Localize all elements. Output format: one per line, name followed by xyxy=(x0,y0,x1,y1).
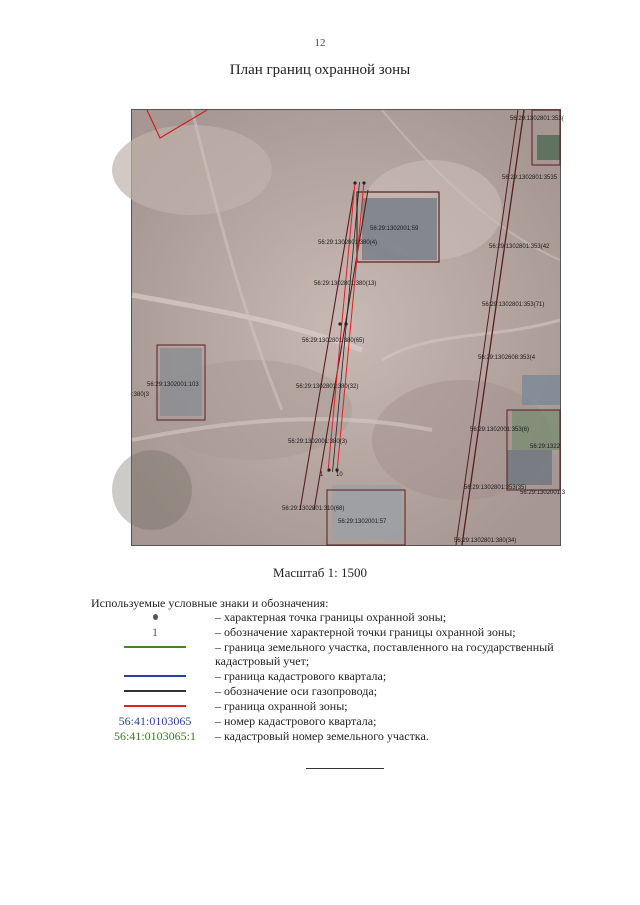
legend-symbol xyxy=(100,625,210,639)
line-icon xyxy=(124,675,186,677)
cadastral-label: 56:29:1302001:57 xyxy=(338,519,387,525)
line-icon xyxy=(124,705,186,707)
cadastral-label: 56:29:1302801:353(42 xyxy=(489,244,550,250)
legend-symbol xyxy=(100,699,210,713)
cadastral-label: 56:29:1302001:353(6) xyxy=(470,427,530,433)
building xyxy=(507,450,552,485)
legend-row-point-label xyxy=(100,625,600,639)
legend-text: – граница земельного участка, поставленного на государственный кадастровый учет; xyxy=(215,640,554,668)
cadastral-label: 56:29:1302001:59 xyxy=(370,226,419,232)
legend-heading: Используемые условные знаки и обозначения: xyxy=(91,596,329,610)
satellite-map xyxy=(131,109,566,546)
cadastral-label: 56:29:1302001:103 xyxy=(147,382,199,388)
legend-symbol xyxy=(100,714,210,728)
map-svg xyxy=(132,110,566,545)
boundary-point xyxy=(327,468,330,471)
cadastral-label: :380(3 xyxy=(132,392,150,398)
cadastral-label: 56:29:1302801:353( xyxy=(510,116,564,122)
legend-row-parcel-number xyxy=(100,729,600,743)
building xyxy=(522,375,560,405)
building xyxy=(537,135,560,160)
legend-row-quarter-boundary xyxy=(100,669,600,683)
legend-row-protection-zone xyxy=(100,699,600,713)
point-label: 10 xyxy=(336,472,343,478)
dot-icon xyxy=(153,614,158,620)
line-icon xyxy=(124,646,186,648)
cadastral-label: 56:29:1302801:310(68) xyxy=(282,506,345,512)
legend-symbol xyxy=(100,610,210,624)
legend-text: – граница кадастрового квартала; xyxy=(215,669,387,683)
legend-text: – кадастровый номер земельного участка. xyxy=(215,729,429,743)
cadastral-label: 56:29:1302001:380(3) xyxy=(288,439,348,445)
cadastral-label: 56:29:1302801:380(13) xyxy=(314,281,377,287)
terrain-patch xyxy=(112,125,272,215)
legend-text: – граница охранной зоны; xyxy=(215,699,348,713)
page-number: 12 xyxy=(314,37,326,49)
legend-symbol-text: 56:41:0103065:1 xyxy=(113,729,196,743)
legend-symbol-text: 1 xyxy=(152,625,158,639)
legend-text: – характерная точка границы охранной зоны; xyxy=(215,610,447,624)
cadastral-label: 56:29:1302801:353(35) xyxy=(464,485,527,491)
legend-symbol xyxy=(100,640,210,654)
page-title: План границ охранной зоны xyxy=(229,62,411,78)
legend-row-quarter-number xyxy=(100,714,600,728)
legend-row-parcel-boundary xyxy=(100,640,600,668)
boundary-point xyxy=(338,322,341,325)
map-scale: Масштаб 1: 1500 xyxy=(273,565,367,580)
boundary-point xyxy=(353,181,356,184)
cadastral-label: 56:29:1302801:380(4) xyxy=(318,240,378,246)
legend-symbol-text: 56:41:0103065 xyxy=(118,714,192,728)
legend-symbol xyxy=(100,669,210,683)
cadastral-label: 56:29:1302801:3535 xyxy=(502,175,558,181)
vegetation-patch xyxy=(112,450,192,530)
legend-text: – номер кадастрового квартала; xyxy=(215,714,377,728)
point-label: 1 xyxy=(320,472,324,478)
boundary-point xyxy=(344,322,347,325)
boundary-point xyxy=(362,181,365,184)
line-icon xyxy=(124,690,186,692)
cadastral-label: 56:29:1302801:353(71) xyxy=(482,302,545,308)
legend-text: – обозначение характерной точки границы охранной зоны; xyxy=(215,625,516,639)
cadastral-label: 56:29:1302001:3 xyxy=(520,490,566,496)
legend-text: – обозначение оси газопровода; xyxy=(215,684,378,698)
cadastral-label: 56:29:1302801:380(65) xyxy=(302,338,365,344)
building xyxy=(332,485,402,540)
divider-line xyxy=(306,768,384,769)
cadastral-label: 56:29:1302801:380(34) xyxy=(454,538,517,544)
cadastral-label: 56:29:1322 xyxy=(530,444,561,450)
legend-row-gas-axis xyxy=(100,684,600,698)
legend-row-point xyxy=(100,610,600,624)
cadastral-label: 56:29:1302801:380(32) xyxy=(296,384,359,390)
legend xyxy=(100,610,600,744)
legend-symbol xyxy=(100,729,210,743)
cadastral-label: 56:29:1302608:353(4 xyxy=(478,355,536,361)
legend-symbol xyxy=(100,684,210,698)
